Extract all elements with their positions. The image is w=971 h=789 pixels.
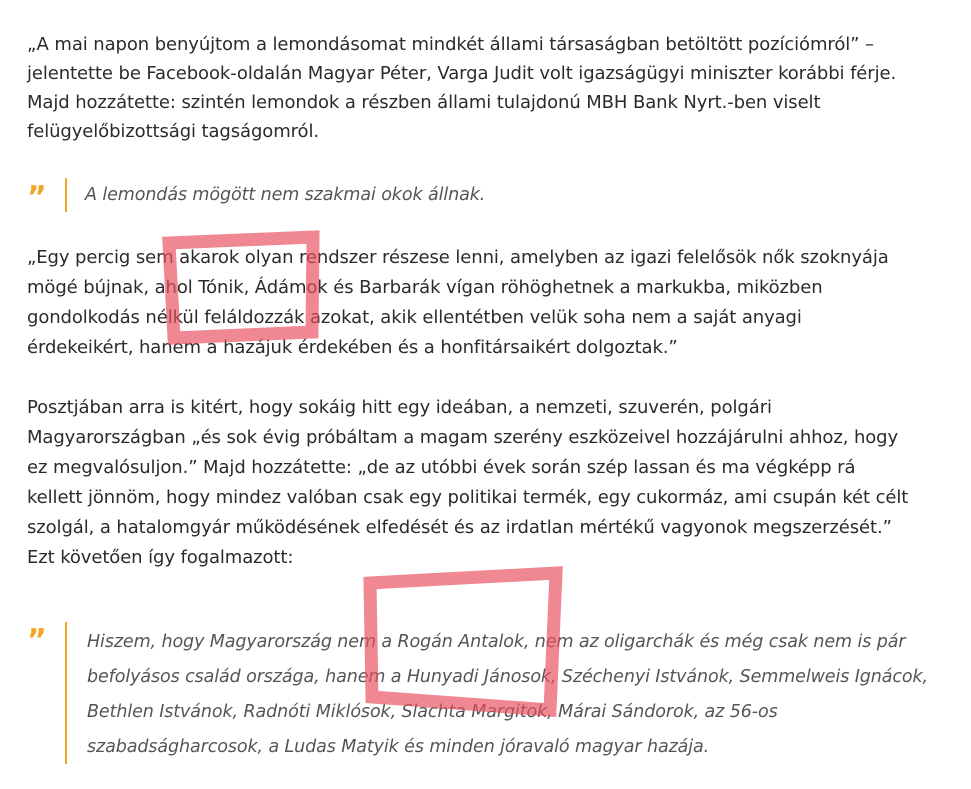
paragraph-2-line-1: „Egy percig sem akarok olyan rendszer részese lenni, amelyben az igazi felelősök nők szoknyája	[27, 247, 889, 268]
paragraph-3-line-3: ez megvalósuljon.” Majd hozzátette: „de az utóbbi évek során szép lassan és ma végképp rá	[27, 457, 856, 478]
pull-quote-1	[27, 178, 927, 214]
paragraph-2-line-2: mögé bújnak, ahol Tónik, Ádámok és Barbarák vígan röhöghetnek a markukba, miközben	[27, 277, 823, 298]
quote-bar	[65, 178, 67, 212]
pull-quote-2-line-2: befolyásos család országa, hanem a Hunyadi Jánosok, Széchenyi Istvánok, Semmelweis Ignácok,	[87, 667, 929, 687]
paragraph-1-line-4: felügyelőbizottsági tagságomról.	[27, 121, 319, 142]
quote-bar	[65, 622, 67, 764]
pull-quote-2-line-3: Bethlen Istvánok, Radnóti Miklósok, Slachta Margitok, Márai Sándorok, az 56-os	[87, 702, 778, 722]
paragraph-1-line-3: Majd hozzátette: szintén lemondok a részben állami tulajdonú MBH Bank Nyrt.-ben viselt	[27, 92, 821, 113]
paragraph-3-line-6: Ezt követően így fogalmazott:	[27, 547, 294, 568]
paragraph-3-line-2: Magyarországban „és sok évig próbáltam a magam szerény eszközeivel hozzájárulni ahhoz, hogy	[27, 427, 899, 448]
quote-mark-icon: ”	[27, 180, 47, 215]
paragraph-3-line-5: szolgál, a hatalomgyár működésének elfedését és az irdatlan mértékű vagyonok megszerzését.”	[27, 517, 892, 538]
paragraph-1-line-1: „A mai napon benyújtom a lemondásomat mindkét állami társaságban betöltött pozíciómról” –	[27, 34, 874, 55]
paragraph-3-line-1: Posztjában arra is kitért, hogy sokáig hitt egy ideában, a nemzeti, szuverén, polgári	[27, 397, 772, 418]
paragraph-3-line-4: kellett jönnöm, hogy mindez valóban csak egy politikai termék, egy cukormáz, ami csupán két célt	[27, 487, 909, 508]
pull-quote-2	[27, 622, 947, 764]
paragraph-2-line-4: érdekeikért, hanem a hazájuk érdekében és a honfitársaikért dolgoztak.”	[27, 337, 678, 358]
pull-quote-2-line-1: Hiszem, hogy Magyarország nem a Rogán Antalok, nem az oligarchák és még csak nem is pár	[87, 632, 906, 652]
paragraph-2-line-3: gondolkodás nélkül feláldozzák azokat, akik ellentétben velük soha nem a saját anyagi	[27, 307, 802, 328]
pull-quote-1-text: A lemondás mögött nem szakmai okok állnak.	[85, 185, 486, 205]
quote-mark-icon: ”	[27, 623, 47, 658]
paragraph-1-line-2: jelentette be Facebook-oldalán Magyar Péter, Varga Judit volt igazságügyi miniszter korábbi férje.	[27, 63, 897, 84]
pull-quote-2-line-4: szabadságharcosok, a Ludas Matyik és minden jóravaló magyar hazája.	[87, 737, 710, 757]
